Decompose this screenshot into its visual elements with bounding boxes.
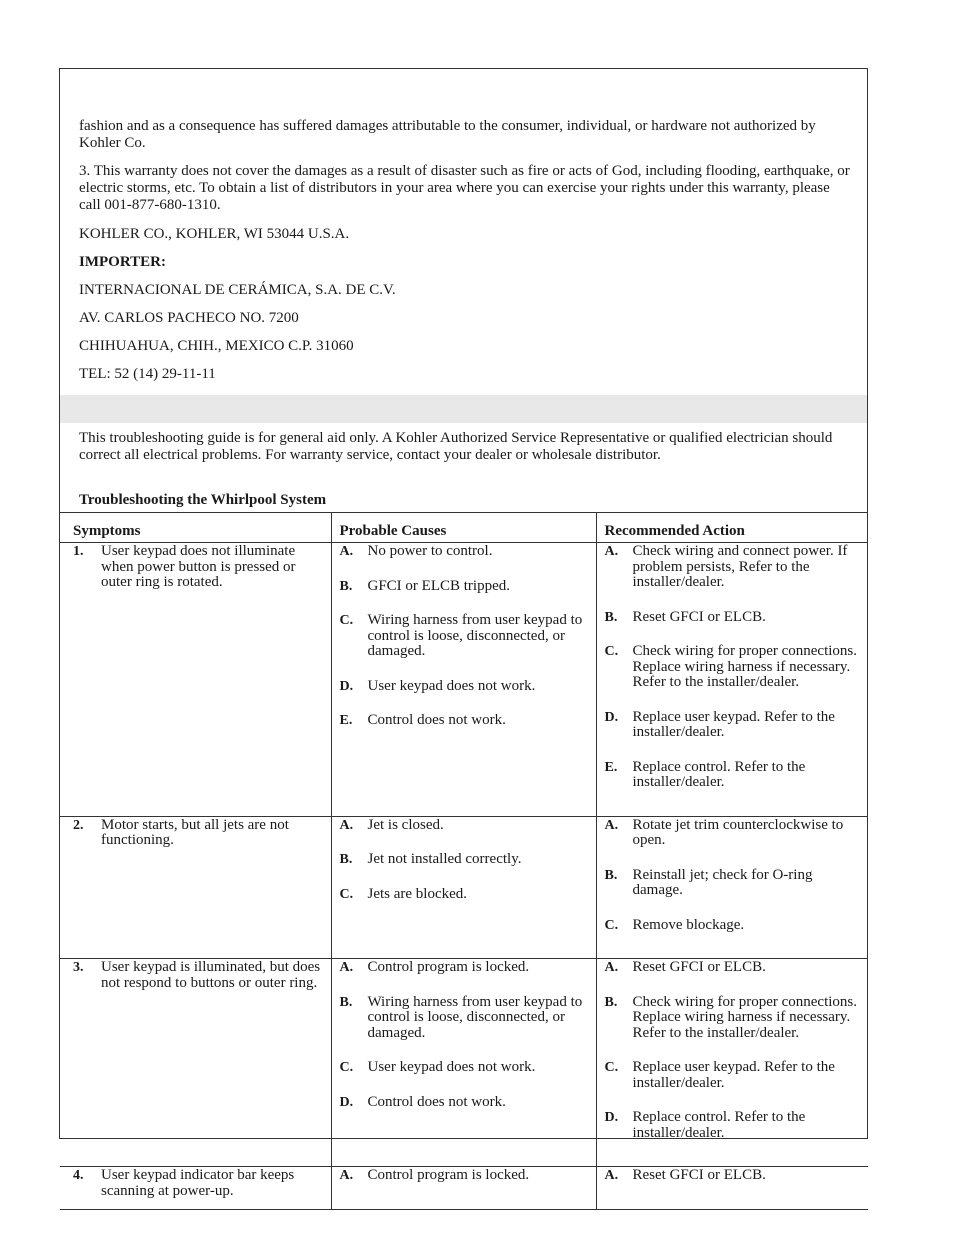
cause-cell	[331, 816, 596, 959]
cause-text: User keypad does not work.	[367, 677, 536, 694]
symptom-cell	[60, 543, 331, 817]
action-letter: C.	[604, 1060, 619, 1075]
action-item	[605, 818, 863, 849]
cause-text: Wiring harness from user keypad to control is loose, disconnected, or damaged.	[367, 993, 583, 1041]
cause-item	[340, 713, 590, 729]
cause-letter: B.	[339, 852, 353, 867]
symptom	[73, 960, 325, 991]
action-text: Check wiring and connect power. If problem persists, Refer to the installer/dealer.	[632, 543, 848, 590]
cause-cell	[331, 1167, 596, 1210]
action-item	[605, 760, 863, 791]
cause-text: Control program is locked.	[367, 1167, 530, 1183]
action-item	[605, 868, 863, 899]
symptom	[73, 1168, 325, 1199]
cause-cell	[331, 543, 596, 817]
action-text: Check wiring for proper connections. Replace wiring harness if necessary. Refer to the installer/dealer.	[632, 993, 858, 1041]
cause-letter: A.	[339, 960, 354, 975]
action-letter: B.	[604, 867, 618, 883]
cause-letter: A.	[339, 544, 354, 559]
symptom-text: User keypad is illuminated, but does not respond to buttons or outer ring.	[101, 959, 321, 991]
action-item	[605, 1060, 863, 1091]
action-item	[605, 710, 863, 741]
cause-item	[340, 960, 590, 976]
action-text: Remove blockage.	[632, 916, 745, 933]
troubleshooting-intro: This troubleshooting guide is for general aid only. A Kohler Authorized Service Representative or qualified electrician should correct all electrical problems. For warranty service, contact your dealer or wholesale distributor.	[79, 430, 833, 463]
action-cell	[596, 816, 868, 959]
cause-text: Jets are blocked.	[367, 885, 468, 902]
action-item	[605, 918, 863, 934]
importer-address-line-2: CHIHUAHUA, CHIH., MEXICO C.P. 31060	[79, 338, 354, 354]
table-row	[60, 543, 868, 817]
table-row	[60, 959, 868, 1167]
warranty-paragraph-3: 3. This warranty does not cover the damages as a result of disaster such as fire or acts of God, including flooding, earthquake, or electric storms, etc. To obtain a list of distributors in your area where you can exercise your rights under this warranty, please call 001-877-680-1310.	[79, 163, 850, 213]
warranty-paragraph-continued: fashion and as a consequence has suffered damages attributable to the consumer, individual, or hardware not authorized by Kohler Co.	[79, 118, 816, 151]
cause-item	[340, 579, 590, 595]
symptom-text: User keypad does not illuminate when power button is pressed or outer ring is rotated.	[101, 543, 296, 590]
action-letter: D.	[604, 709, 619, 725]
cause-item	[340, 1168, 590, 1184]
importer-address-line-1: AV. CARLOS PACHECO NO. 7200	[79, 310, 299, 326]
action-letter: A.	[604, 544, 619, 559]
symptom-number: 3.	[73, 960, 84, 975]
symptom-text: Motor starts, but all jets are not functioning.	[101, 816, 289, 848]
action-text: Reinstall jet; check for O-ring damage.	[632, 866, 813, 898]
symptom-cell	[60, 816, 331, 959]
action-letter: A.	[604, 817, 619, 833]
symptom-number: 2.	[73, 817, 84, 833]
cause-item	[340, 679, 590, 695]
action-text: Rotate jet trim counterclockwise to open.	[632, 816, 844, 848]
action-letter: C.	[604, 644, 619, 659]
cause-item	[340, 852, 590, 868]
action-letter: E.	[604, 759, 618, 775]
cause-item	[340, 544, 590, 560]
symptom-number: 4.	[73, 1168, 84, 1183]
action-item	[605, 960, 863, 976]
cause-letter: B.	[339, 994, 353, 1010]
importer-name: INTERNACIONAL DE CERÁMICA, S.A. DE C.V.	[79, 282, 396, 298]
action-letter: D.	[604, 1110, 619, 1125]
action-text: Reset GFCI or ELCB.	[632, 959, 766, 975]
action-item	[605, 1168, 863, 1184]
cause-item	[340, 818, 590, 834]
action-letter: B.	[604, 994, 618, 1010]
action-text: Check wiring for proper connections. Replace wiring harness if necessary. Refer to the installer/dealer.	[632, 643, 858, 690]
symptom-cell	[60, 1167, 331, 1210]
cause-letter: C.	[339, 886, 354, 902]
action-item	[605, 544, 863, 591]
cause-letter: C.	[339, 613, 354, 628]
cause-letter: C.	[339, 1060, 354, 1075]
action-text: Reset GFCI or ELCB.	[632, 1167, 766, 1183]
action-text: Reset GFCI or ELCB.	[632, 608, 766, 625]
cause-text: Wiring harness from user keypad to control is loose, disconnected, or damaged.	[367, 612, 583, 659]
symptom-text: User keypad indicator bar keeps scanning at power-up.	[101, 1167, 295, 1199]
cause-item	[340, 995, 590, 1042]
table-row	[60, 1167, 868, 1210]
cause-text: No power to control.	[367, 543, 493, 559]
action-item	[605, 644, 863, 691]
importer-label: IMPORTER:	[79, 254, 166, 270]
cause-item	[340, 1060, 590, 1076]
cause-text: Control does not work.	[367, 712, 506, 728]
header-recommended-action: Recommended Action	[596, 513, 868, 543]
cause-item	[340, 1095, 590, 1111]
cause-text: Jet is closed.	[367, 816, 444, 833]
action-cell	[596, 1167, 868, 1210]
header-probable-causes: Probable Causes	[331, 513, 596, 543]
action-item	[605, 610, 863, 626]
cause-text: Jet not installed correctly.	[367, 851, 522, 867]
action-cell	[596, 543, 868, 817]
importer-phone: TEL: 52 (14) 29-11-11	[79, 366, 216, 382]
action-letter: A.	[604, 960, 619, 975]
action-text: Replace user keypad. Refer to the installer/dealer.	[632, 708, 835, 740]
cause-item	[340, 887, 590, 903]
symptom	[73, 544, 325, 591]
symptom-number: 1.	[73, 544, 84, 559]
cause-letter: E.	[339, 713, 353, 728]
action-cell	[596, 959, 868, 1167]
action-text: Replace control. Refer to the installer/dealer.	[632, 1109, 806, 1141]
cause-item	[340, 613, 590, 660]
cause-text: Control does not work.	[367, 1093, 506, 1110]
cause-cell	[331, 959, 596, 1167]
cause-letter: B.	[339, 578, 353, 594]
action-letter: A.	[604, 1168, 619, 1183]
company-address: KOHLER CO., KOHLER, WI 53044 U.S.A.	[79, 226, 350, 242]
action-text: Replace control. Refer to the installer/dealer.	[632, 758, 806, 790]
section-header-band	[60, 395, 867, 423]
action-text: Replace user keypad. Refer to the installer/dealer.	[632, 1059, 835, 1091]
action-letter: C.	[604, 917, 619, 933]
troubleshooting-table	[60, 512, 868, 1210]
cause-text: GFCI or ELCB tripped.	[367, 577, 510, 594]
action-item	[605, 1110, 863, 1141]
header-symptoms: Symptoms	[60, 513, 331, 543]
cause-letter: A.	[339, 817, 354, 833]
table-row	[60, 816, 868, 959]
cause-letter: D.	[339, 1094, 354, 1110]
cause-letter: D.	[339, 678, 354, 694]
table-header-row	[60, 513, 868, 543]
action-letter: B.	[604, 609, 618, 625]
symptom-cell	[60, 959, 331, 1167]
action-item	[605, 995, 863, 1042]
cause-text: User keypad does not work.	[367, 1059, 536, 1075]
cause-text: Control program is locked.	[367, 959, 530, 975]
cause-letter: A.	[339, 1168, 354, 1183]
symptom	[73, 818, 325, 849]
troubleshooting-subtitle: Troubleshooting the Whirlpool System	[79, 492, 327, 508]
